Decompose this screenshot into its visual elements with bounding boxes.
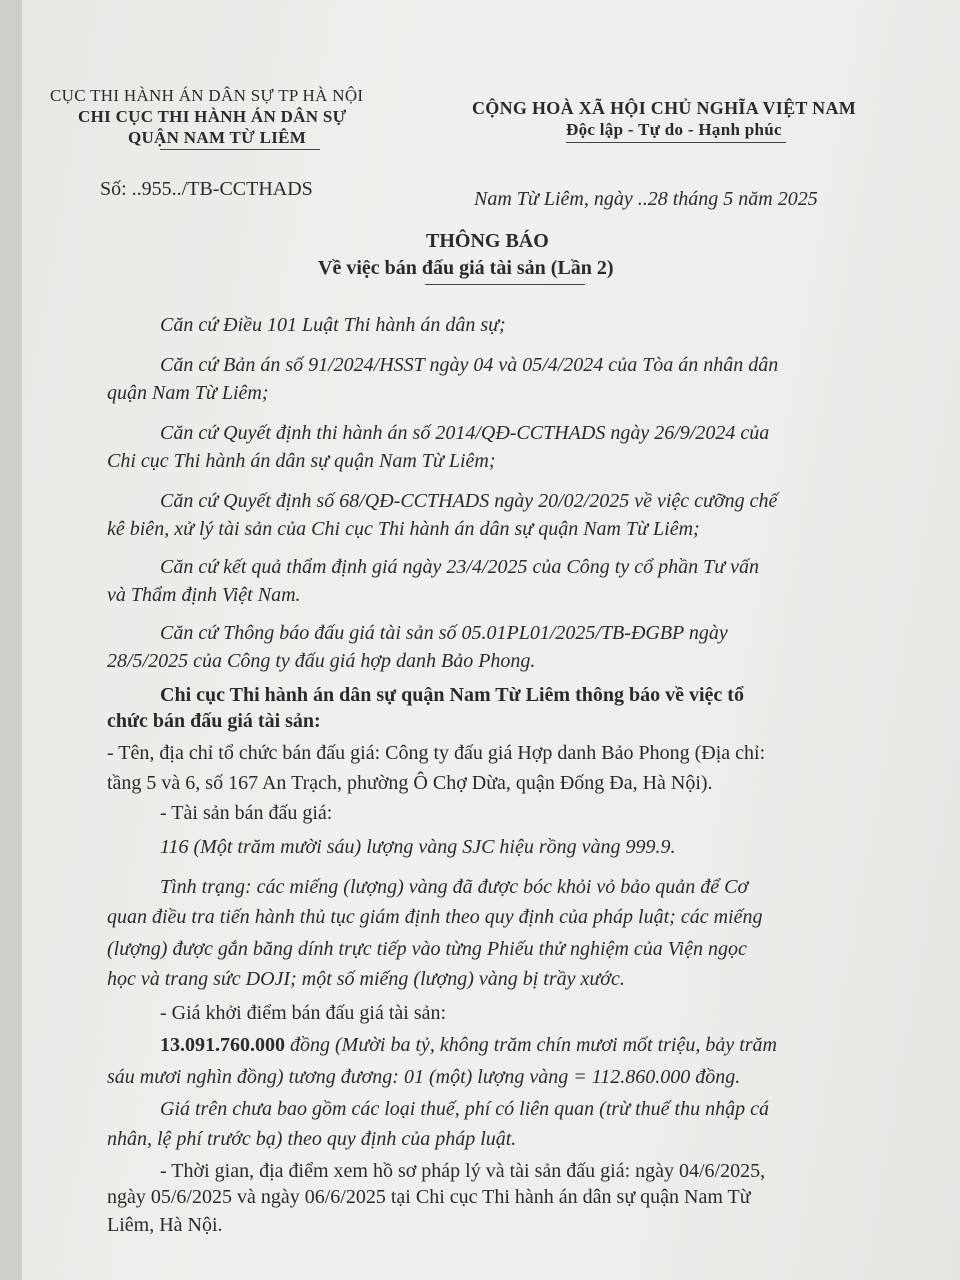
starting-price-l2: sáu mươi nghìn đồng) tương đương: 01 (một) lượng vàng = 112.860.000 đồng. bbox=[107, 1066, 741, 1088]
basis-auction-notice-l2: 28/5/2025 của Công ty đấu giá hợp danh Bảo Phong. bbox=[107, 650, 536, 672]
viewing-time-l1: - Thời gian, địa điểm xem hồ sơ pháp lý và tài sản đấu giá: ngày 04/6/2025, bbox=[160, 1160, 766, 1182]
document-number: Số: ..955../TB-CCTHADS bbox=[100, 178, 313, 200]
header-left-underline bbox=[160, 149, 320, 150]
starting-price-heading: - Giá khởi điểm bán đấu giá tài sản: bbox=[160, 1002, 447, 1024]
viewing-time-l3: Liêm, Hà Nội. bbox=[107, 1214, 223, 1236]
asset-condition-l4: học và trang sức DOJI; một số miếng (lượng) vàng bị trầy xước. bbox=[107, 968, 625, 990]
auction-org-l2: tầng 5 và 6, số 167 An Trạch, phường Ô Chợ Dừa, quận Đống Đa, Hà Nội). bbox=[107, 772, 713, 794]
basis-judgment-l2: quận Nam Từ Liêm; bbox=[107, 382, 269, 404]
starting-price-l1 bbox=[160, 1034, 777, 1057]
announcement-l2: chức bán đấu giá tài sản: bbox=[107, 710, 321, 732]
header-right-underline bbox=[566, 142, 786, 143]
document-subtitle: Về việc bán đấu giá tài sản (Lần 2) bbox=[318, 257, 614, 279]
viewing-time-l2: ngày 05/6/2025 và ngày 06/6/2025 tại Chi cục Thi hành án dân sự quận Nam Từ bbox=[107, 1186, 751, 1208]
basis-judgment-l1: Căn cứ Bản án số 91/2024/HSST ngày 04 và 05/4/2024 của Tòa án nhân dân bbox=[160, 354, 779, 376]
basis-article-101: Căn cứ Điều 101 Luật Thi hành án dân sự; bbox=[160, 314, 506, 336]
asset-condition-l3: (lượng) được gắn băng dính trực tiếp vào từng Phiếu thử nghiệm của Viện ngọc bbox=[107, 938, 747, 960]
header-left-line2: CHI CỤC THI HÀNH ÁN DÂN SỰ bbox=[78, 107, 347, 126]
asset-condition-l2: quan điều tra tiến hành thủ tục giám định theo quy định của pháp luật; các miếng bbox=[107, 906, 763, 928]
header-left-line3: QUẬN NAM TỪ LIÊM bbox=[128, 128, 307, 147]
asset-heading: - Tài sản bán đấu giá: bbox=[160, 802, 333, 824]
basis-enforcement-decision-l2: Chi cục Thi hành án dân sự quận Nam Từ Liêm; bbox=[107, 450, 496, 472]
header-right-line2: Độc lập - Tự do - Hạnh phúc bbox=[566, 120, 782, 139]
header-left-line1: CỤC THI HÀNH ÁN DÂN SỰ TP HÀ NỘI bbox=[50, 86, 364, 105]
document-date: Nam Từ Liêm, ngày ..28 tháng 5 năm 2025 bbox=[474, 188, 818, 210]
header-right-line1: CỘNG HOÀ XÃ HỘI CHỦ NGHĨA VIỆT NAM bbox=[472, 98, 857, 118]
announcement-l1: Chi cục Thi hành án dân sự quận Nam Từ Liêm thông báo về việc tổ bbox=[160, 684, 744, 706]
tax-note-l2: nhân, lệ phí trước bạ) theo quy định của pháp luật. bbox=[107, 1128, 517, 1150]
basis-coercion-decision-l1: Căn cứ Quyết định số 68/QĐ-CCTHADS ngày 20/02/2025 về việc cưỡng chế bbox=[160, 490, 778, 512]
subtitle-underline bbox=[425, 284, 585, 285]
basis-valuation-l2: và Thẩm định Việt Nam. bbox=[107, 584, 301, 606]
starting-price-amount: 13.091.760.000 bbox=[160, 1034, 285, 1056]
starting-price-words: đồng (Mười ba tỷ, không trăm chín mươi mốt triệu, bảy trăm bbox=[285, 1034, 778, 1056]
basis-valuation-l1: Căn cứ kết quả thẩm định giá ngày 23/4/2025 của Công ty cổ phần Tư vấn bbox=[160, 556, 759, 578]
asset-condition-l1: Tình trạng: các miếng (lượng) vàng đã được bóc khỏi vỏ bảo quản để Cơ bbox=[160, 876, 749, 898]
basis-coercion-decision-l2: kê biên, xử lý tài sản của Chi cục Thi hành án dân sự quận Nam Từ Liêm; bbox=[107, 518, 700, 540]
auction-org-l1: - Tên, địa chỉ tổ chức bán đấu giá: Công ty đấu giá Hợp danh Bảo Phong (Địa chỉ: bbox=[107, 742, 766, 764]
asset-description: 116 (Một trăm mười sáu) lượng vàng SJC hiệu rồng vàng 999.9. bbox=[160, 836, 676, 858]
basis-auction-notice-l1: Căn cứ Thông báo đấu giá tài sản số 05.01PL01/2025/TB-ĐGBP ngày bbox=[160, 622, 728, 644]
basis-enforcement-decision-l1: Căn cứ Quyết định thi hành án số 2014/QĐ-CCTHADS ngày 26/9/2024 của bbox=[160, 422, 770, 444]
tax-note-l1: Giá trên chưa bao gồm các loại thuế, phí có liên quan (trừ thuế thu nhập cá bbox=[160, 1098, 769, 1120]
document-title: THÔNG BÁO bbox=[426, 230, 549, 252]
